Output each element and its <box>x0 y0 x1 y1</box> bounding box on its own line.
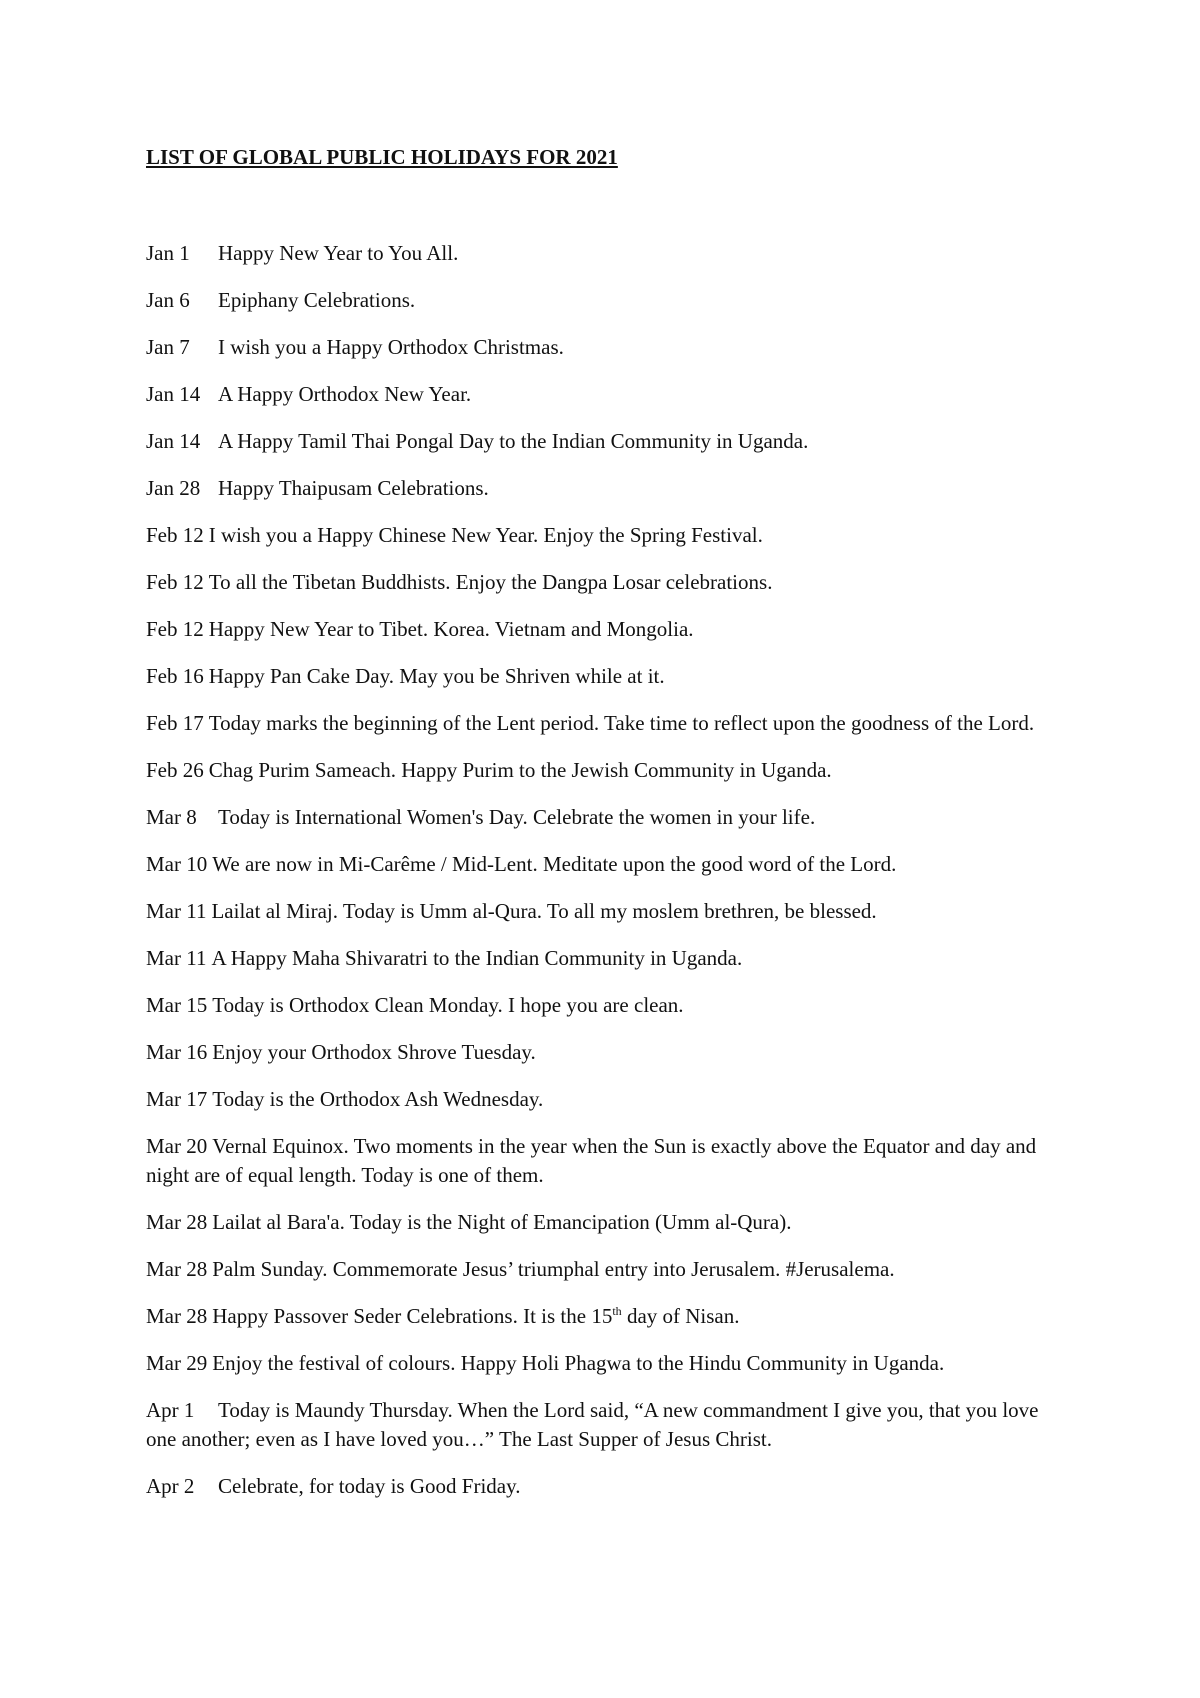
list-item <box>146 286 1058 315</box>
entry-date: Feb 17 <box>146 711 204 735</box>
entry-text: A Happy Maha Shivaratri to the Indian Community in Uganda. <box>211 946 743 970</box>
entry-text: Lailat al Miraj. Today is Umm al-Qura. To all my moslem brethren, be blessed. <box>211 899 877 923</box>
entry-text: Happy Thaipusam Celebrations. <box>218 476 489 500</box>
page-title: LIST OF GLOBAL PUBLIC HOLIDAYS FOR 2021 <box>146 145 618 169</box>
entry-text: Today marks the beginning of the Lent period. Take time to reflect upon the goodness of the Lord. <box>208 711 1035 735</box>
entry-text: Chag Purim Sameach. Happy Purim to the Jewish Community in Uganda. <box>208 758 832 782</box>
list-item <box>146 803 1058 832</box>
list-item <box>146 991 1058 1020</box>
entry-date: Apr 1 <box>146 1398 195 1422</box>
list-item <box>146 1349 1058 1378</box>
entry-date: Jan 1 <box>146 241 190 265</box>
entry-date: Feb 16 <box>146 664 204 688</box>
entry-text: We are now in Mi-Carême / Mid-Lent. Meditate upon the good word of the Lord. <box>212 852 897 876</box>
list-item <box>146 944 1058 973</box>
entry-date: Mar 16 <box>146 1040 208 1064</box>
entry-text: To all the Tibetan Buddhists. Enjoy the Dangpa Losar celebrations. <box>208 570 773 594</box>
entry-date: Jan 6 <box>146 288 190 312</box>
entry-text: Happy New Year to You All. <box>218 241 459 265</box>
entry-date: Feb 12 <box>146 570 204 594</box>
entry-date: Feb 12 <box>146 523 204 547</box>
entry-text: A Happy Tamil Thai Pongal Day to the Indian Community in Uganda. <box>218 429 809 453</box>
entry-text: Today is Maundy Thursday. When the Lord said, “A new commandment I give you, that you love one another; even as I have loved you…” The Last Supper of Jesus Christ. <box>146 1398 1039 1451</box>
entry-text: Palm Sunday. Commemorate Jesus’ triumphal entry into Jerusalem. #Jerusalema. <box>212 1257 895 1281</box>
list-item <box>146 1255 1058 1284</box>
list-item <box>146 1208 1058 1237</box>
entry-text: A Happy Orthodox New Year. <box>218 382 472 406</box>
list-item <box>146 897 1058 926</box>
entry-date: Mar 28 <box>146 1304 208 1328</box>
list-item <box>146 427 1058 456</box>
entry-text: Today is the Orthodox Ash Wednesday. <box>212 1087 544 1111</box>
entry-date: Jan 28 <box>146 476 201 500</box>
entry-date: Mar 28 <box>146 1210 208 1234</box>
entry-date: Mar 20 <box>146 1134 208 1158</box>
entry-date: Mar 11 <box>146 899 207 923</box>
entry-text: Vernal Equinox. Two moments in the year when the Sun is exactly above the Equator and day and night are of equal length. Today is one of them. <box>146 1134 1037 1187</box>
entry-text-before: Happy Passover Seder Celebrations. It is the 15 <box>212 1304 613 1328</box>
entry-text: Today is Orthodox Clean Monday. I hope you are clean. <box>212 993 684 1017</box>
entry-date: Mar 17 <box>146 1087 208 1111</box>
entry-date: Feb 26 <box>146 758 204 782</box>
list-item <box>146 521 1058 550</box>
list-item <box>146 333 1058 362</box>
entry-text: Enjoy the festival of colours. Happy Holi Phagwa to the Hindu Community in Uganda. <box>212 1351 945 1375</box>
entry-date: Jan 14 <box>146 429 201 453</box>
list-item <box>146 380 1058 409</box>
entry-text: Epiphany Celebrations. <box>218 288 416 312</box>
entry-text: Happy New Year to Tibet. Korea. Vietnam and Mongolia. <box>208 617 694 641</box>
list-item <box>146 1085 1058 1114</box>
entry-date: Jan 14 <box>146 382 201 406</box>
entry-text: Lailat al Bara'a. Today is the Night of Emancipation (Umm al-Qura). <box>212 1210 792 1234</box>
list-item <box>146 1396 1058 1454</box>
entry-text: Happy Pan Cake Day. May you be Shriven while at it. <box>208 664 665 688</box>
entry-text: Today is International Women's Day. Celebrate the women in your life. <box>218 805 816 829</box>
holiday-list <box>146 239 1058 1519</box>
list-item <box>146 1472 1058 1501</box>
entry-date: Mar 11 <box>146 946 207 970</box>
list-item <box>146 239 1058 268</box>
list-item <box>146 709 1058 738</box>
list-item <box>146 474 1058 503</box>
list-item <box>146 1038 1058 1067</box>
entry-date: Mar 8 <box>146 805 197 829</box>
entry-text: I wish you a Happy Chinese New Year. Enjoy the Spring Festival. <box>208 523 763 547</box>
entry-date: Mar 15 <box>146 993 208 1017</box>
entry-date: Apr 2 <box>146 1474 195 1498</box>
entry-text-after: day of Nisan. <box>621 1304 740 1328</box>
list-item <box>146 850 1058 879</box>
list-item <box>146 756 1058 785</box>
entry-date: Jan 7 <box>146 335 190 359</box>
list-item <box>146 568 1058 597</box>
entry-date: Feb 12 <box>146 617 204 641</box>
entry-text: Celebrate, for today is Good Friday. <box>218 1474 521 1498</box>
ordinal-suffix: th <box>612 1304 622 1318</box>
entry-date: Mar 29 <box>146 1351 208 1375</box>
entry-date: Mar 10 <box>146 852 208 876</box>
entry-date: Mar 28 <box>146 1257 208 1281</box>
entry-text: I wish you a Happy Orthodox Christmas. <box>218 335 564 359</box>
list-item <box>146 662 1058 691</box>
list-item <box>146 1302 1058 1331</box>
list-item <box>146 615 1058 644</box>
list-item <box>146 1132 1058 1190</box>
entry-text: Enjoy your Orthodox Shrove Tuesday. <box>212 1040 536 1064</box>
